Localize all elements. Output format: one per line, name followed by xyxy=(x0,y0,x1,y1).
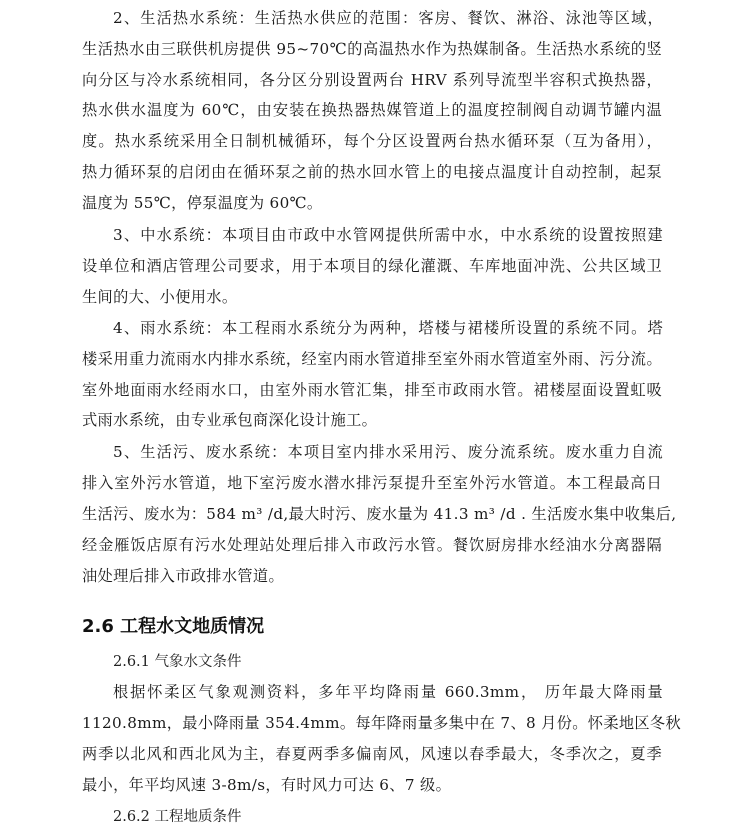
sewage-line-5: 油处理后排入市政排水管道。 xyxy=(82,567,284,585)
reclaimed-line-3: 生间的大、小便用水。 xyxy=(82,288,238,306)
sewage-line-1: 5、生活污、废水系统：本项目室内排水采用污、废分流系统。废水重力自流 xyxy=(113,443,663,461)
climate-line-4: 最小，年平均风速 3-8m/s，有时风力可达 6、7 级。 xyxy=(82,776,452,794)
hotwater-line-2: 生活热水由三联供机房提供 95~70℃的高温热水作为热媒制备。生活热水系统的竖 xyxy=(82,40,662,58)
hotwater-line-6: 热力循环泵的启闭由在循环泵之前的热水回水管上的电接点温度计自动控制，起泵 xyxy=(82,163,662,181)
rain-line-2: 楼采用重力流雨水内排水系统，经室内雨水管道排至室外雨水管道室外雨、污分流。 xyxy=(82,350,662,368)
climate-line-1: 根据怀柔区气象观测资料，多年平均降雨量 660.3mm， 历年最大降雨量 xyxy=(113,683,663,701)
sewage-line-4: 经金雁饭店原有污水处理站处理后排入市政污水管。餐饮厨房排水经油水分离器隔 xyxy=(82,536,662,554)
reclaimed-line-1: 3、中水系统：本项目由市政中水管网提供所需中水，中水系统的设置按照建 xyxy=(113,226,663,244)
rain-line-1: 4、雨水系统：本工程雨水系统分为两种，塔楼与裙楼所设置的系统不同。塔 xyxy=(113,319,663,337)
hotwater-line-5: 度。热水系统采用全日制机械循环，每个分区设置两台热水循环泵（互为备用）， xyxy=(82,132,662,150)
rain-line-3: 室外地面雨水经雨水口，由室外雨水管汇集，排至市政雨水管。裙楼屋面设置虹吸 xyxy=(82,381,662,399)
rain-line-4: 式雨水系统，由专业承包商深化设计施工。 xyxy=(82,411,378,429)
subheading-2-6-1: 2.6.1 气象水文条件 xyxy=(113,654,242,670)
section-heading: 2.6 工程水文地质情况 xyxy=(82,616,265,637)
subheading-2-6-2: 2.6.2 工程地质条件 xyxy=(113,809,242,825)
hotwater-line-3: 向分区与冷水系统相同，各分区分别设置两台 HRV 系列导流型半容积式换热器， xyxy=(82,71,662,89)
hotwater-line-1: 2、生活热水系统：生活热水供应的范围：客房、餐饮、淋浴、泳池等区域， xyxy=(113,9,663,27)
hotwater-line-4: 热水供水温度为 60℃，由安装在换热器热媒管道上的温度控制阀自动调节罐内温 xyxy=(82,101,662,119)
reclaimed-line-2: 设单位和酒店管理公司要求，用于本项目的绿化灌溉、车库地面冲洗、公共区域卫 xyxy=(82,257,662,275)
sewage-line-2: 排入室外污水管道，地下室污废水潜水排污泵提升至室外污水管道。本工程最高日 xyxy=(82,474,662,492)
climate-line-3: 两季以北风和西北风为主，春夏两季多偏南风，风速以春季最大，冬季次之，夏季 xyxy=(82,745,662,763)
climate-line-2: 1120.8mm，最小降雨量 354.4mm。每年降雨量多集中在 7、8 月份。怀柔地区冬秋 xyxy=(82,714,682,732)
hotwater-line-7: 温度为 55℃，停泵温度为 60℃。 xyxy=(82,194,323,212)
sewage-line-3: 生活污、废水为：584 m³ /d,最大时污、废水量为 41.3 m³ /d . 生活废水集中收集后, xyxy=(82,505,677,523)
